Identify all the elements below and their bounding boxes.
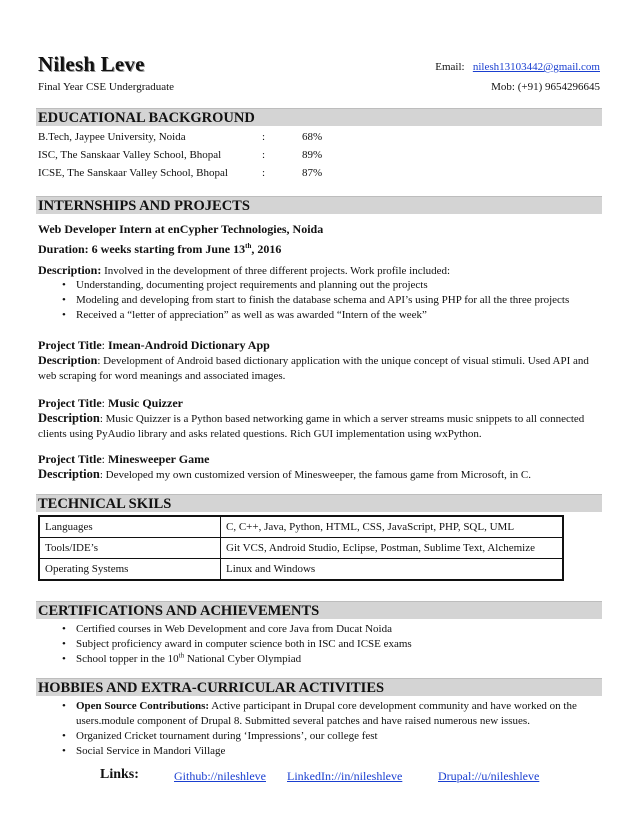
candidate-subtitle: Final Year CSE Undergraduate (38, 81, 175, 93)
project-description (38, 353, 604, 384)
project-title: Minesweeper Game (108, 452, 210, 466)
skills-category: Languages (39, 516, 221, 538)
duration-sup: th (245, 242, 252, 250)
email-link[interactable]: nilesh13103442@gmail.com (472, 61, 600, 73)
list-item (38, 699, 604, 729)
project-title-label: Project Title (38, 338, 102, 352)
certifications-list (38, 622, 604, 667)
drupal-link[interactable]: Drupal://u/nileshleve (438, 769, 540, 783)
links-label: Links: (100, 767, 139, 782)
hobbies-list (38, 699, 604, 759)
list-item (38, 652, 604, 667)
education-institution: B.Tech, Jaypee University, Noida (38, 131, 186, 143)
open-source-text: Active participant in Drupal core development community and have worked on the users.module component of Drupal 8. Submitted several patches and have raised numerous new issues. (76, 700, 577, 727)
project-description-text: : Music Quizzer is a Python based networking game in which a server streams music snippets to all connected clients using PyAudio library and asks related questions. Rich GUI implementation using wxPython. (38, 413, 585, 440)
description-text: Involved in the development of three different projects. Work profile included: (101, 265, 451, 277)
table-row (39, 538, 563, 559)
project-description-label: Description (38, 467, 100, 481)
topper-text-end: National Cyber Olympiad (184, 653, 302, 665)
section-skills-heading: TECHNICAL SKILS (36, 494, 602, 512)
project-description (38, 467, 604, 483)
project-description-label: Description (38, 353, 98, 367)
project-title-label: Project Title (38, 396, 102, 410)
section-certifications-heading: CERTIFICATIONS AND ACHIEVEMENTS (36, 601, 602, 619)
skills-value: Linux and Windows (221, 559, 564, 581)
skills-value: Git VCS, Android Studio, Eclipse, Postman, Sublime Text, Alchemize (221, 538, 564, 559)
duration-year: , 2016 (251, 242, 282, 256)
section-hobbies-heading: HOBBIES AND EXTRA-CURRICULAR ACTIVITIES (36, 678, 602, 696)
skills-category: Tools/IDE’s (39, 538, 221, 559)
email-row (435, 61, 600, 73)
section-internships-heading: INTERNSHIPS AND PROJECTS (36, 196, 602, 214)
table-row (39, 559, 563, 581)
internship-bullets (38, 278, 604, 323)
education-score: 89% (302, 149, 323, 161)
project-title-row: Project Title: Imean-Android Dictionary App (38, 338, 270, 352)
internship-description (38, 263, 604, 279)
candidate-name: Nilesh Leve (38, 52, 145, 76)
skills-category: Operating Systems (39, 559, 221, 581)
list-item: • Social Service in Mandori Village (38, 744, 604, 759)
education-separator: : (262, 149, 266, 161)
list-item: • Understanding, documenting project requirements and planning out the projects (38, 278, 604, 293)
table-row (39, 516, 563, 538)
project-title-row: Project Title: Music Quizzer (38, 396, 183, 410)
list-item: • Certified courses in Web Development and core Java from Ducat Noida (38, 622, 604, 637)
education-separator: : (262, 131, 266, 143)
internship-duration (38, 242, 281, 257)
description-label: Description: (38, 263, 102, 277)
project-description-label: Description (38, 411, 100, 425)
list-item: • Organized Cricket tournament during ‘Impressions’, our college fest (38, 729, 604, 744)
list-item: • Received a “letter of appreciation” as well as was awarded “Intern of the week” (38, 308, 604, 323)
internship-title: Web Developer Intern at enCypher Technologies, Noida (38, 222, 324, 236)
education-score: 87% (302, 167, 323, 179)
section-education-heading: EDUCATIONAL BACKGROUND (36, 108, 602, 126)
project-title-row: Project Title: Minesweeper Game (38, 452, 210, 466)
topper-text: School topper in the 10 (76, 653, 179, 665)
open-source-label: Open Source Contributions: (76, 700, 210, 712)
linkedin-link[interactable]: LinkedIn://in/nileshleve (287, 769, 403, 783)
mobile-number: Mob: (+91) 9654296645 (491, 81, 600, 93)
links-row (100, 767, 540, 783)
project-description (38, 411, 604, 442)
skills-value: C, C++, Java, Python, HTML, CSS, JavaScript, PHP, SQL, UML (221, 516, 564, 538)
education-institution: ISC, The Sanskaar Valley School, Bhopal (38, 149, 222, 161)
project-title: Music Quizzer (108, 396, 183, 410)
email-label: Email: (435, 61, 465, 73)
project-title: Imean-Android Dictionary App (108, 338, 270, 352)
project-description-text: : Developed my own customized version of Minesweeper, the famous game from Microsoft, in C. (99, 469, 532, 481)
topper-sup: th (178, 651, 185, 660)
list-item: • Subject proficiency award in computer science both in ISC and ICSE exams (38, 637, 604, 652)
education-score: 68% (302, 131, 323, 143)
education-institution: ICSE, The Sanskaar Valley School, Bhopal (38, 167, 228, 179)
list-item: • Modeling and developing from start to finish the database schema and API’s using PHP for all the three projects (38, 293, 604, 308)
education-separator: : (262, 167, 266, 179)
project-description-text: : Development of Android based dictionary application with the unique concept of visual stimuli. Used API and web scraping for word meanings and associated images. (38, 355, 589, 382)
github-link[interactable]: Github://nileshleve (174, 769, 266, 783)
project-title-label: Project Title (38, 452, 102, 466)
duration-text: Duration: 6 weeks starting from June 13 (38, 242, 246, 256)
skills-table (38, 515, 564, 581)
